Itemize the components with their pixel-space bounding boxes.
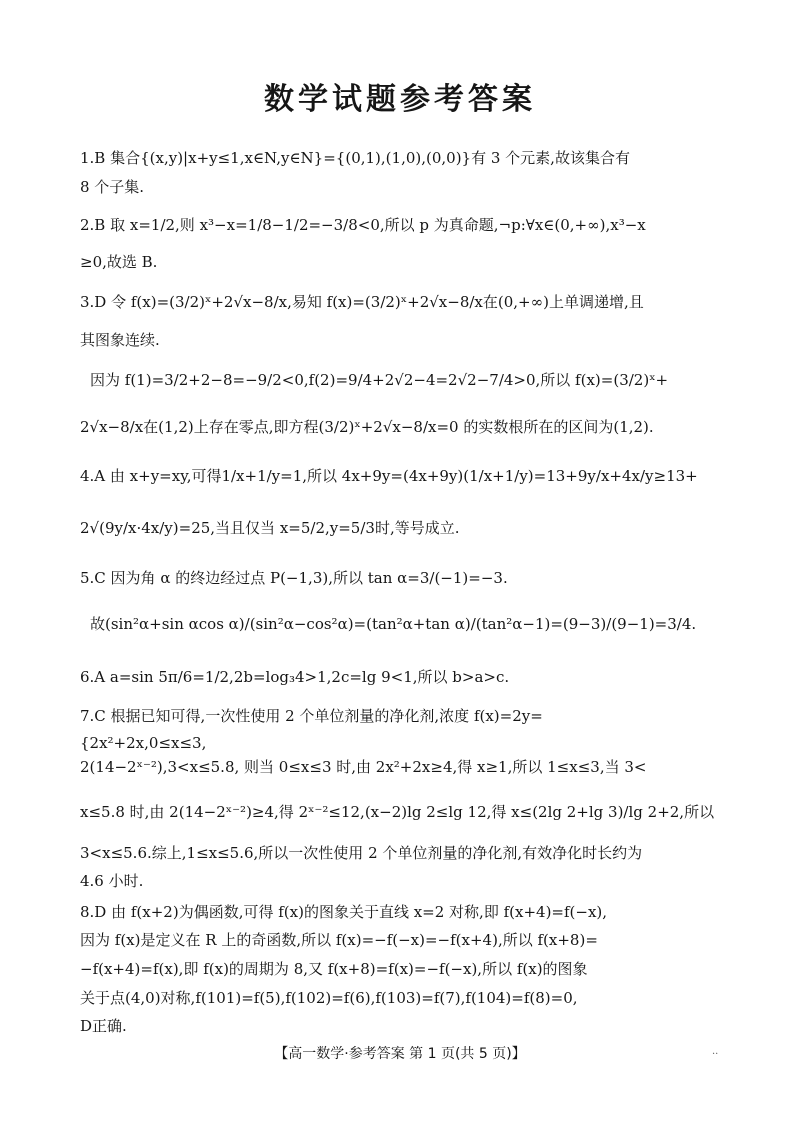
q5-line-2: 故(sin²α+sin αcos α)/(sin²α−cos²α)=(tan²α+tan α)/(tan²α−1)=(9−3)/(9−1)=3/4. [90, 615, 697, 633]
q8-line-3: −f(x+4)=f(x),即 f(x)的周期为 8,又 f(x+8)=f(x)=−f(−x),所以 f(x)的图象 [80, 960, 588, 978]
q1-line-2: 8 个子集. [80, 178, 145, 196]
q4-line-2: 2√(9y/x·4x/y)=25,当且仅当 x=5/2,y=5/3时,等号成立. [80, 519, 460, 537]
q3-line-3: 因为 f(1)=3/2+2−8=−9/2<0,f(2)=9/4+2√2−4=2√2−7/4>0,所以 f(x)=(3/2)ˣ+ [90, 371, 669, 389]
q8-line-2: 因为 f(x)是定义在 R 上的奇函数,所以 f(x)=−f(−x)=−f(x+4),所以 f(x+8)= [80, 931, 598, 949]
q2-line-2: ≥0,故选 B. [80, 253, 158, 271]
q8-line-4: 关于点(4,0)对称,f(101)=f(5),f(102)=f(6),f(103)=f(7),f(104)=f(8)=0, [80, 989, 578, 1007]
q6-line-1: 6.A a=sin 5π/6=1/2,2b=log₃4>1,2c=lg 9<1,所以 b>a>c. [80, 668, 510, 686]
q8-line-5: D正确. [80, 1017, 127, 1035]
q2-line-1: 2.B 取 x=1/2,则 x³−x=1/8−1/2=−3/8<0,所以 p 为真命题,¬p:∀x∈(0,+∞),x³−x [80, 216, 646, 234]
q5-line-1: 5.C 因为角 α 的终边经过点 P(−1,3),所以 tan α=3/(−1)=−3. [80, 569, 508, 587]
q4-line-1: 4.A 由 x+y=xy,可得1/x+1/y=1,所以 4x+9y=(4x+9y)(1/x+1/y)=13+9y/x+4x/y≥13+ [80, 467, 698, 485]
footer-mark: ·· [712, 1049, 719, 1060]
q7-line-1: 7.C 根据已知可得,一次性使用 2 个单位剂量的净化剂,浓度 f(x)=2y= [80, 707, 543, 725]
q3-line-4: 2√x−8/x在(1,2)上存在零点,即方程(3/2)ˣ+2√x−8/x=0 的实数根所在的区间为(1,2). [80, 418, 654, 436]
q7-line-6: 4.6 小时. [80, 872, 144, 890]
q3-line-1: 3.D 令 f(x)=(3/2)ˣ+2√x−8/x,易知 f(x)=(3/2)ˣ+2√x−8/x在(0,+∞)上单调递增,且 [80, 293, 644, 311]
q3-line-2: 其图象连续. [80, 331, 160, 349]
q7-line-4: x≤5.8 时,由 2(14−2ˣ⁻²)≥4,得 2ˣ⁻²≤12,(x−2)lg 2≤lg 12,得 x≤(2lg 2+lg 3)/lg 2+2,所以 [80, 803, 715, 821]
page-title: 数学试题参考答案 [264, 82, 536, 117]
q7-line-2: {2x²+2x,0≤x≤3, [80, 734, 207, 752]
q1-line-1: 1.B 集合{(x,y)|x+y≤1,x∈N,y∈N}={(0,1),(1,0),(0,0)}有 3 个元素,故该集合有 [80, 149, 630, 167]
q7-line-5: 3<x≤5.6.综上,1≤x≤5.6,所以一次性使用 2 个单位剂量的净化剂,有效净化时长约为 [80, 844, 643, 862]
q8-line-1: 8.D 由 f(x+2)为偶函数,可得 f(x)的图象关于直线 x=2 对称,即 f(x+4)=f(−x), [80, 903, 608, 921]
q7-line-3: 2(14−2ˣ⁻²),3<x≤5.8, 则当 0≤x≤3 时,由 2x²+2x≥4,得 x≥1,所以 1≤x≤3,当 3< [80, 758, 647, 776]
page-footer: 【高一数学·参考答案 第 1 页(共 5 页)】 [274, 1046, 526, 1062]
